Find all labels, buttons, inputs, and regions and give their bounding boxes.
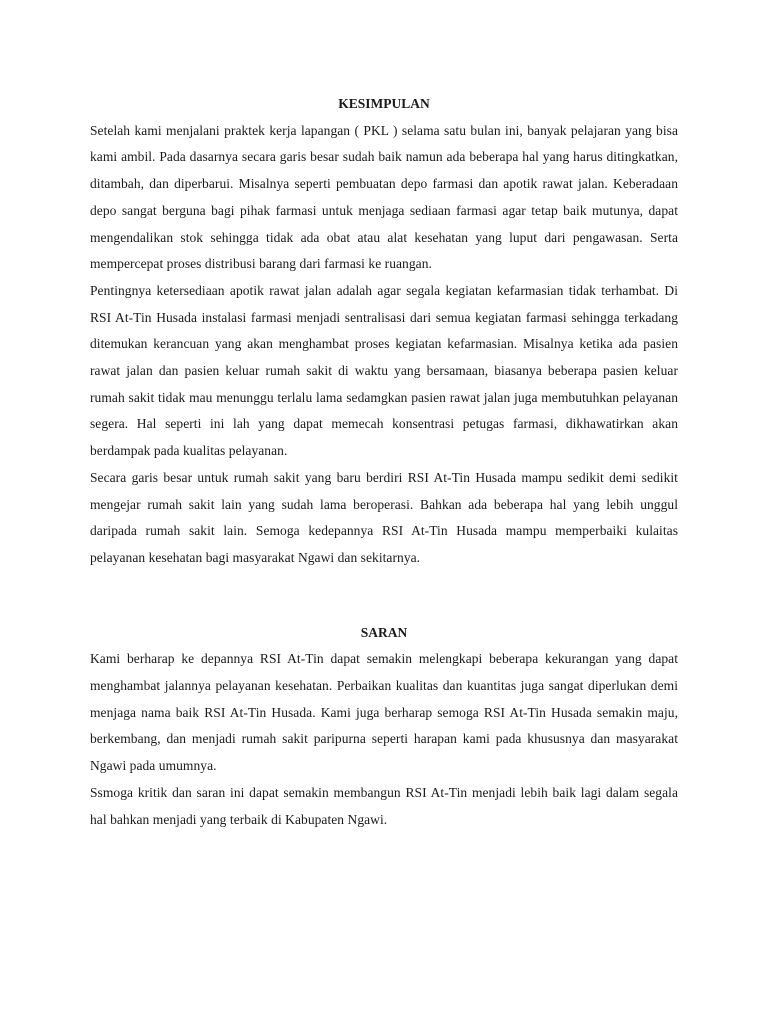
saran-heading: SARAN [360, 624, 408, 640]
saran-paragraph-2: Ssmoga kritik dan saran ini dapat semakin membangun RSI At-Tin menjadi lebih baik lagi dalam segala hal bahkan menjadi yang terbaik di Kabupaten Ngawi. [90, 784, 678, 827]
kesimpulan-heading: KESIMPULAN [338, 96, 430, 111]
saran-paragraph-1: Kami berharap ke depannya RSI At-Tin dapat semakin melengkapi beberapa kekurangan yang dapat menghambat jalannya pelayanan kesehatan. Perbaikan kualitas dan kuantitas juga sangat diperlukan demi menjaga nama baik RSI At-Tin Husada. Kami juga berharap semoga RSI At-Tin Husada semakin maju, berkembang, dan menjadi rumah sakit paripurna seperti harapan kami pada khususnya dan masyarakat Ngawi pada umumnya. [90, 651, 678, 774]
kesimpulan-paragraph-2: Pentingnya ketersediaan apotik rawat jalan adalah agar segala kegiatan kefarmasian tidak terhambat. Di RSI At-Tin Husada instalasi farmasi menjadi sentralisasi dari semua kegiatan farmasi sehingga terkadang ditemukan kerancuan yang akan menghambat proses kegiatan kefarmasian. Misalnya ketika ada pasien rawat jalan dan pasien keluar rumah sakit di waktu yang bersamaan, biasanya beberapa pasien keluar rumah sakit tidak mau menunggu terlalu lama sedamgkan pasien rawat jalan juga membutuhkan pelayanan segera. Hal seperti ini lah yang dapat memecah konsentrasi petugas farmasi, dikhawatirkan akan berdampak pada kualitas pelayanan. [90, 282, 678, 459]
kesimpulan-paragraph-3: Secara garis besar untuk rumah sakit yang baru berdiri RSI At-Tin Husada mampu sedikit demi sedikit mengejar rumah sakit lain yang sudah lama beroperasi. Bahkan ada beberapa hal yang lebih unggul daripada rumah sakit lain. Semoga kedepannya RSI At-Tin Husada mampu memperbaiki kulaitas pelayanan kesehatan bagi masyarakat Ngawi dan sekitarnya. [90, 469, 678, 565]
kesimpulan-section [90, 91, 678, 572]
kesimpulan-paragraph-1: Setelah kami menjalani praktek kerja lapangan ( PKL ) selama satu bulan ini, banyak pelajaran yang bisa kami ambil. Pada dasarnya secara garis besar sudah baik namun ada beberapa hal yang harus ditingkatkan, ditambah, dan diperbarui. Misalnya seperti pembuatan depo farmasi dan apotik rawat jalan. Keberadaan depo sangat berguna bagi pihak farmasi untuk menjaga sediaan farmasi agar tetap baik mutunya, dapat mengendalikan stok sehingga tidak ada obat atau alat kesehatan yang luput dari pengawasan. Serta mempercepat proses distribusi barang dari farmasi ke ruangan. [90, 122, 678, 272]
section-spacer [90, 572, 678, 620]
saran-section [90, 620, 678, 834]
